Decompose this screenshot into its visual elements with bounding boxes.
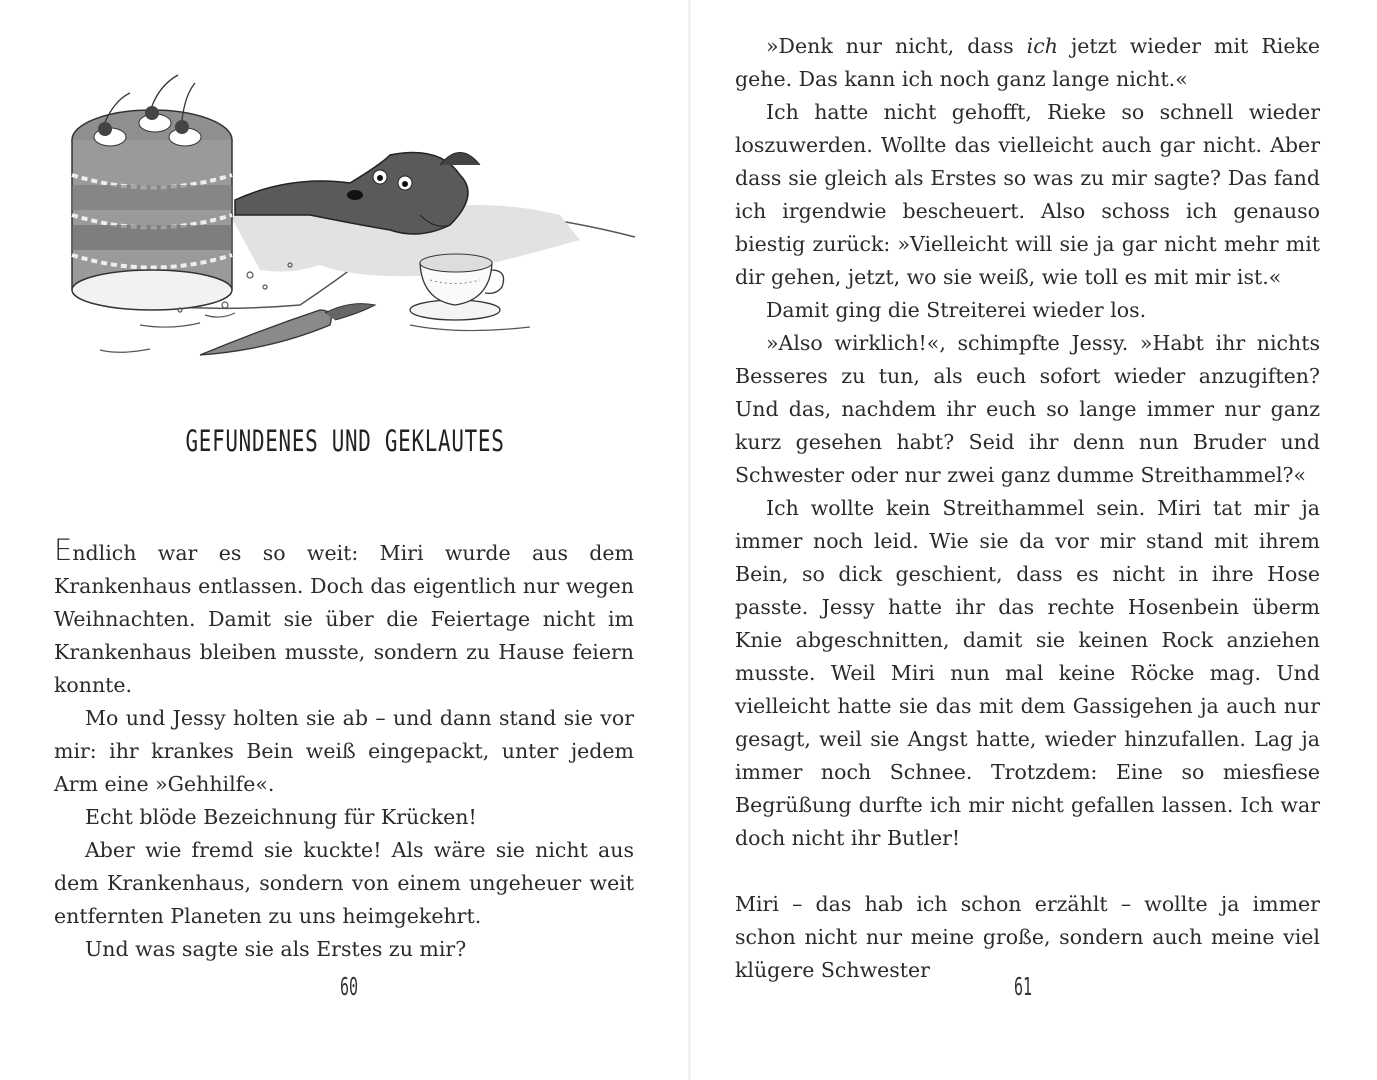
page-number-right: 61: [1014, 972, 1033, 1001]
paragraph: Damit ging die Streiterei wieder los.: [766, 298, 1147, 322]
section-paragraph: Miri – das hab ich schon erzählt – wollte ja immer schon nicht nur meine große, sondern auch meine viel klügere Schwester: [735, 892, 1320, 982]
paragraph: Echt blöde Bezeichnung für Krücken!: [85, 805, 477, 829]
paragraph: »Also wirklich!«, schimpfte Jessy. »Habt ihr nichts Besseres zu tun, als euch sofort wieder anzugiften? Und das, nachdem ihr euch so lange immer nur ganz kurz gesehen habt? Seid ihr denn nun Bruder und Schwester oder nur zwei ganz dumme Streithammel?«: [735, 331, 1320, 487]
emphasis: ich: [1026, 34, 1058, 58]
cake: [72, 75, 232, 310]
cake-dog-illustration: [60, 65, 640, 375]
paragraph-text: ndlich war es so weit: Miri wurde aus dem Krankenhaus entlassen. Doch das eigentlich nur wegen Weihnachten. Damit sie über die Feiertage nicht im Krankenhaus bleiben musste, sondern zu Hause feiern konnte.: [54, 541, 634, 697]
paragraph-text: jetzt wieder mit Rieke gehe. Das kann ich noch ganz lange nicht.«: [735, 34, 1320, 91]
paragraph: [54, 534, 634, 702]
paragraph: Ich hatte nicht gehofft, Rieke so schnell wieder loszuwerden. Wollte das vielleicht auch gar nicht. Aber dass sie gleich als Erstes so was zu mir sagte? Das fand ich irgendwie bescheuert. Also schoss ich genauso biestig zurück: »Vielleicht will sie ja gar nicht mehr mit dir gehen, jetzt, wo sie weiß, wie toll es mit mir ist.«: [735, 100, 1320, 289]
left-page-body: [54, 534, 634, 966]
right-page-body: [735, 30, 1320, 987]
dropcap: E: [54, 533, 73, 567]
chapter-title: GEFUNDENES UND GEKLAUTES: [185, 424, 505, 458]
paragraph: Ich wollte kein Streithammel sein. Miri tat mir ja immer noch leid. Wie sie da vor mir stand mit ihrem Bein, so dick geschient, dass es nicht in ihre Hose passte. Jessy hatte ihr das rechte Hosenbein überm Knie abgeschnitten, damit sie keinen Rock anziehen musste. Weil Miri nun mal keine Röcke mag. Und vielleicht hatte sie das mit dem Gassigehen ja auch nur gesagt, weil sie Angst hatte, wieder hinzufallen. Lag ja immer noch Schnee. Trotzdem: Eine so miesfiese Begrüßung durfte ich mir nicht gefallen lassen. Ich war doch nicht ihr Butler!: [735, 496, 1320, 850]
paragraph: [735, 30, 1320, 96]
paragraph-text: »Denk nur nicht, dass: [766, 34, 1027, 58]
paragraph: Mo und Jessy holten sie ab – und dann stand sie vor mir: ihr krankes Bein weiß eingepackt, unter jedem Arm eine »Gehhilfe«.: [54, 706, 634, 796]
right-page: [690, 0, 1377, 1080]
paragraph: Aber wie fremd sie kuckte! Als wäre sie nicht aus dem Krankenhaus, sondern von einem ungeheuer weit entfernten Planeten zu uns heimgekehrt.: [54, 838, 634, 928]
teacup: [410, 254, 504, 320]
paragraph: Und was sagte sie als Erstes zu mir?: [85, 937, 467, 961]
carrot: [200, 304, 375, 355]
page-number-left: 60: [340, 972, 359, 1001]
